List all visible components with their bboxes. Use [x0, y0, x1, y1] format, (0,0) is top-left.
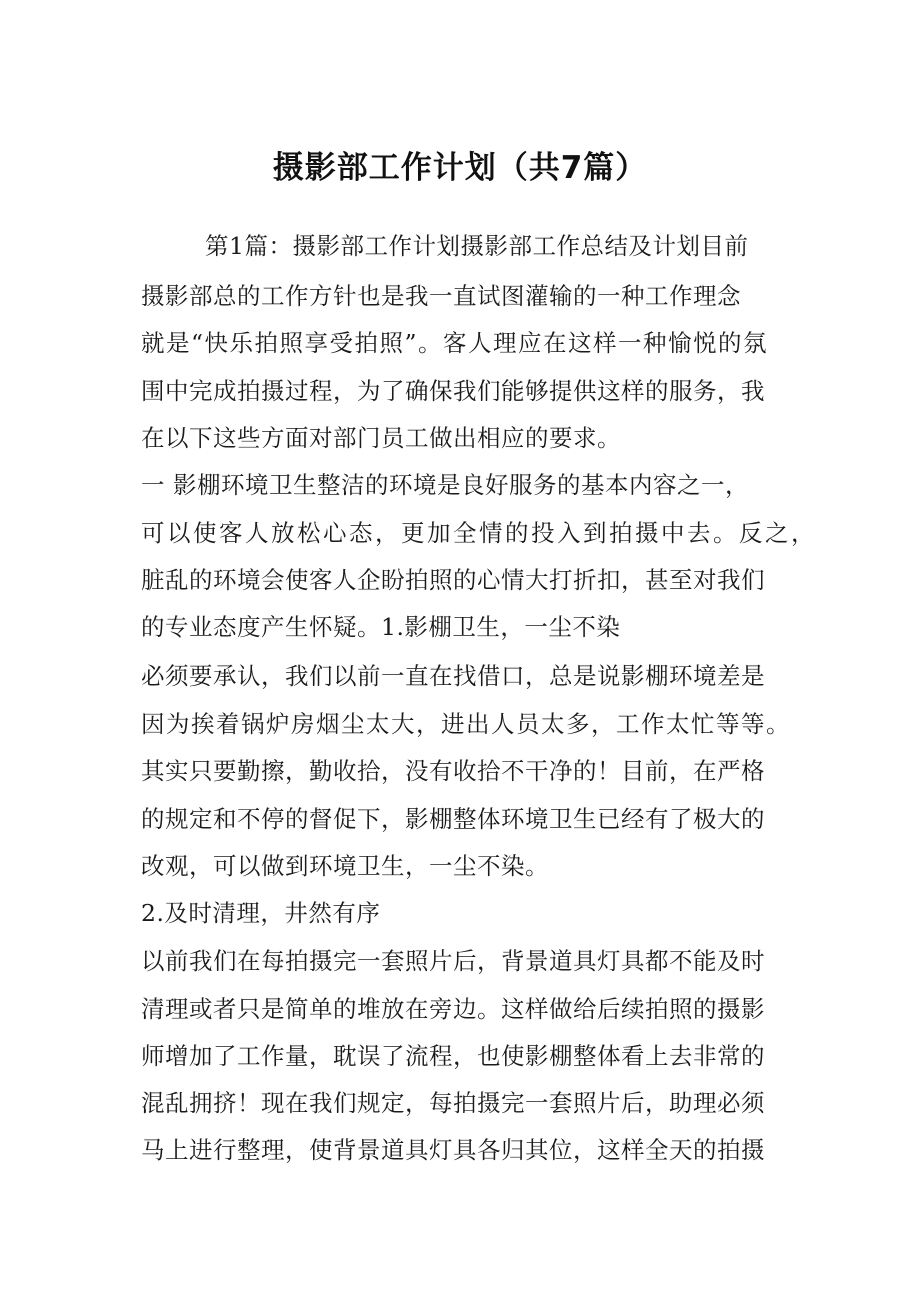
text-line: 脏乱的环境会使客人企盼拍照的心情大打折扣，甚至对我们: [141, 566, 765, 594]
text-line: 摄影部总的工作方针也是我一直试图灌输的一种工作理念: [141, 282, 741, 310]
text-line: 师增加了工作量，耽误了流程，也使影棚整体看上去非常的: [141, 1042, 765, 1070]
text-line: 2.及时清理，井然有序: [141, 899, 381, 927]
text-line: 的专业态度产生怀疑。1.影棚卫生，一尘不染: [141, 613, 621, 641]
text-line: 混乱拥挤！现在我们规定，每拍摄完一套照片后，助理必须: [141, 1089, 765, 1117]
text-line: 的规定和不停的督促下，影棚整体环境卫生已经有了极大的: [141, 805, 765, 833]
text-line: 可以使客人放松心态，更加全情的投入到拍摄中去。反之，: [141, 519, 817, 547]
text-line: 必须要承认，我们以前一直在找借口，总是说影棚环境差是: [141, 662, 765, 690]
text-line: 改观，可以做到环境卫生，一尘不染。: [141, 852, 549, 880]
text-line: 在以下这些方面对部门员工做出相应的要求。: [141, 424, 621, 452]
text-line: 清理或者只是简单的堆放在旁边。这样做给后续拍照的摄影: [141, 995, 765, 1023]
text-line: 马上进行整理，使背景道具灯具各归其位，这样全天的拍摄: [141, 1136, 765, 1164]
text-line: 第1篇：摄影部工作计划摄影部工作总结及计划目前: [205, 232, 749, 260]
document-title: 摄影部工作计划（共7篇）: [272, 150, 648, 186]
text-line: 因为挨着锅炉房烟尘太大，进出人员太多，工作太忙等等。: [141, 710, 791, 738]
text-line: 一 影棚环境卫生整洁的环境是良好服务的基本内容之一，: [141, 471, 749, 499]
text-line: 以前我们在每拍摄完一套照片后，背景道具灯具都不能及时: [141, 947, 765, 975]
text-line: 围中完成拍摄过程，为了确保我们能够提供这样的服务，我: [141, 377, 765, 405]
text-line: 其实只要勤擦，勤收拾，没有收拾不干净的！目前，在严格: [141, 757, 765, 785]
text-line: 就是“快乐拍照享受拍照”。客人理应在这样一种愉悦的氛: [141, 329, 769, 357]
